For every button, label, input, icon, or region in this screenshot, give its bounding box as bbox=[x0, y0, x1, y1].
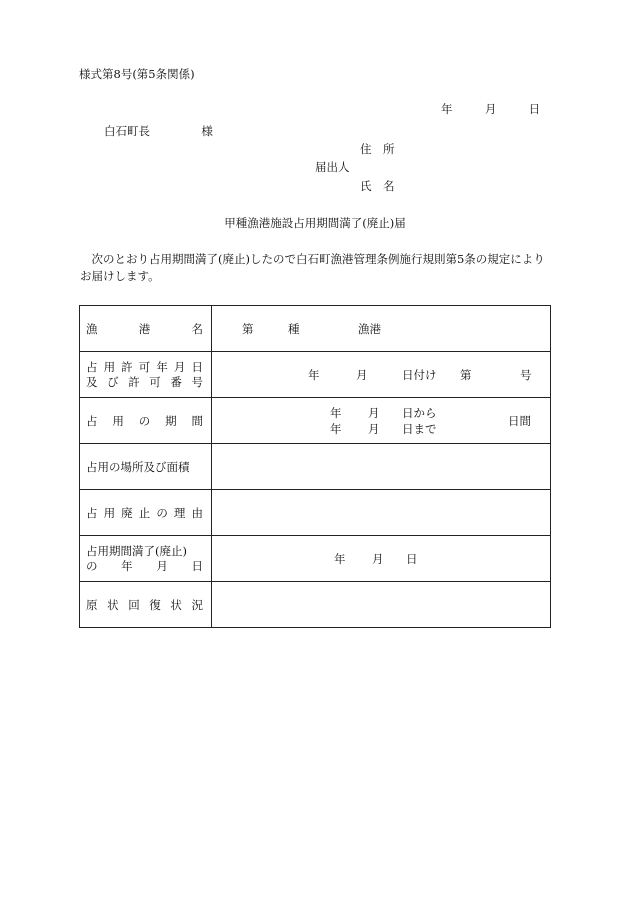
table-row bbox=[80, 444, 551, 490]
value-to-day: 日まで bbox=[402, 422, 437, 436]
body-text: 次のとおり占用期間満了(廃止)したので白石町漁港管理条例施行規則第5条の規定によりお届けします。 bbox=[80, 252, 545, 283]
row-label-line2: の 年 月 日 bbox=[86, 558, 203, 573]
value-month: 月 bbox=[356, 368, 368, 382]
row-label: 占 用 の 期 間 bbox=[86, 413, 203, 428]
value-day: 日付け bbox=[402, 368, 437, 382]
row-label-line1: 占用期間満了(廃止) bbox=[86, 543, 187, 558]
row-label-line2: 及 び 許 可 番 号 bbox=[86, 374, 203, 389]
value-number-suffix: 号 bbox=[520, 368, 532, 382]
form-number: 様式第8号(第5条関係) bbox=[79, 67, 195, 81]
row-label: 原 状 回 復 状 況 bbox=[86, 597, 203, 612]
addressee-title: 白石町長 bbox=[104, 124, 150, 138]
row-label-line1: 占 用 許 可 年 月 日 bbox=[86, 359, 203, 374]
addressee-honorific: 様 bbox=[201, 124, 213, 138]
harbor-name-field[interactable] bbox=[212, 306, 551, 352]
value-to-month: 月 bbox=[368, 422, 380, 436]
value-days: 日間 bbox=[508, 414, 531, 428]
document-title: 甲種漁港施設占用期間満了(廃止)届 bbox=[224, 216, 406, 230]
value-prefix: 第 bbox=[242, 322, 254, 336]
value-year: 年 bbox=[308, 368, 320, 382]
date-year: 年 bbox=[441, 102, 453, 116]
value-to-year: 年 bbox=[330, 422, 342, 436]
value-from-year: 年 bbox=[330, 406, 342, 420]
value-number-prefix: 第 bbox=[460, 368, 472, 382]
row-label: 漁 港 名 bbox=[86, 321, 203, 336]
addressee bbox=[104, 123, 213, 139]
table-row bbox=[80, 536, 551, 582]
location-area-field[interactable] bbox=[212, 444, 551, 490]
row-label: 占 用 廃 止 の 理 由 bbox=[86, 505, 203, 520]
occupancy-period-field[interactable] bbox=[212, 398, 551, 444]
value-suffix: 漁港 bbox=[358, 322, 381, 336]
address-label: 住 所 bbox=[360, 142, 395, 156]
value-month: 月 bbox=[372, 552, 384, 566]
row-label: 占用の場所及び面積 bbox=[86, 459, 190, 474]
expiry-date-field[interactable] bbox=[212, 536, 551, 582]
abolition-reason-field[interactable] bbox=[212, 490, 551, 536]
applicant-label: 届出人 bbox=[315, 160, 350, 174]
name-label: 氏 名 bbox=[360, 179, 395, 193]
submission-date bbox=[441, 101, 540, 117]
value-from-day: 日から bbox=[402, 406, 437, 420]
table-row bbox=[80, 490, 551, 536]
permit-date-number-field[interactable] bbox=[212, 352, 551, 398]
table-row bbox=[80, 582, 551, 628]
date-day: 日 bbox=[528, 102, 541, 116]
table-row bbox=[80, 352, 551, 398]
value-type: 種 bbox=[288, 322, 300, 336]
table-row bbox=[80, 306, 551, 352]
value-year: 年 bbox=[334, 552, 346, 566]
value-from-month: 月 bbox=[368, 406, 380, 420]
value-day: 日 bbox=[406, 552, 418, 566]
notification-form-table bbox=[79, 305, 551, 628]
table-row bbox=[80, 398, 551, 444]
restoration-status-field[interactable] bbox=[212, 582, 551, 628]
date-month: 月 bbox=[484, 102, 497, 116]
